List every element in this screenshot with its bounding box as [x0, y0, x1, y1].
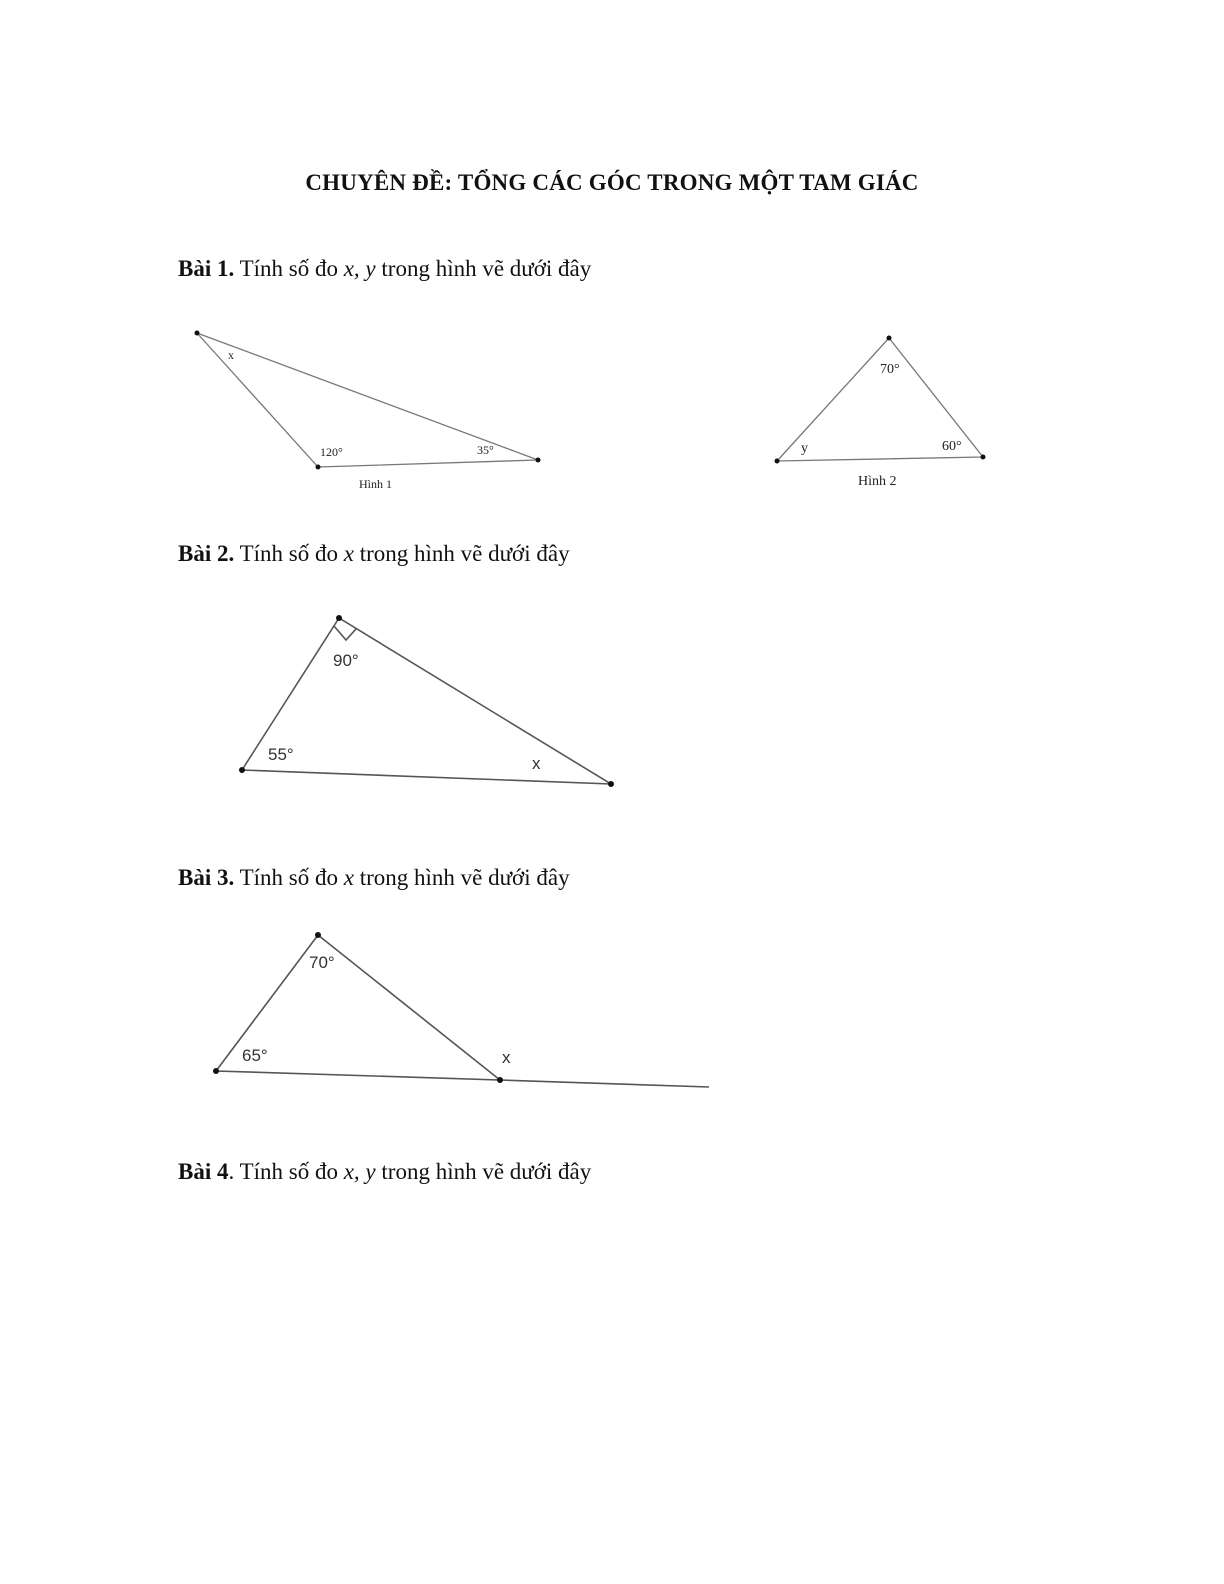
problem-2-text: Tính số đo [239, 541, 338, 566]
problem-4-vars: x, y [343, 1159, 376, 1184]
vertex-point [239, 767, 245, 773]
angle-label-35: 35° [477, 443, 494, 457]
problem-4-label-suffix: . [228, 1159, 235, 1184]
figure-bai-3 [213, 932, 709, 1087]
vertex-point [775, 459, 780, 464]
problem-1-text-after: trong hình vẽ dưới đây [381, 256, 592, 281]
problem-4-label: Bài 4 [178, 1159, 229, 1184]
problem-2-text-after: trong hình vẽ dưới đây [359, 541, 570, 566]
angle-label-x: x [502, 1048, 511, 1067]
angle-label-120: 120° [320, 445, 343, 459]
problem-1-vars: x, y [343, 256, 376, 281]
figure-hinh-2 [775, 336, 986, 490]
vertex-point [981, 455, 986, 460]
angle-label-x: x [532, 754, 541, 773]
problem-3-vars: x [343, 865, 354, 890]
angle-label-90: 90° [333, 651, 359, 670]
problem-4-text-after: trong hình vẽ dưới đây [381, 1159, 592, 1184]
figure-hinh-1 [195, 331, 541, 492]
vertex-point [608, 781, 614, 787]
vertex-point [195, 331, 200, 336]
angle-label-y: y [801, 441, 808, 456]
problem-3-text: Tính số đo [239, 865, 338, 890]
vertex-point [316, 465, 321, 470]
angle-label-55: 55° [268, 745, 294, 764]
right-triangle [242, 618, 611, 784]
right-angle-mark [334, 626, 356, 640]
problem-3-text-after: trong hình vẽ dưới đây [359, 865, 570, 890]
vertex-point [213, 1068, 219, 1074]
vertex-point [315, 932, 321, 938]
page-title: CHUYÊN ĐỀ: TỔNG CÁC GÓC TRONG MỘT TAM GIÁC [305, 170, 919, 195]
problem-1-label: Bài 1. [178, 256, 235, 281]
angle-label-70: 70° [309, 953, 335, 972]
figure-caption: Hình 1 [359, 477, 392, 491]
vertex-point [887, 336, 892, 341]
extended-side [500, 1080, 709, 1087]
vertex-point [536, 458, 541, 463]
problem-3-label: Bài 3. [178, 865, 235, 890]
angle-label-65: 65° [242, 1046, 268, 1065]
angle-label-x: x [228, 348, 234, 362]
problem-2-vars: x [343, 541, 354, 566]
figure-bai-2 [239, 615, 614, 787]
vertex-point [497, 1077, 503, 1083]
figure-caption: Hình 2 [858, 474, 897, 489]
angle-label-60: 60° [942, 439, 962, 454]
angle-label-70: 70° [880, 362, 900, 377]
problem-1-text: Tính số đo [239, 256, 338, 281]
problem-2-label: Bài 2. [178, 541, 235, 566]
vertex-point [336, 615, 342, 621]
problem-4-text: Tính số đo [239, 1159, 338, 1184]
